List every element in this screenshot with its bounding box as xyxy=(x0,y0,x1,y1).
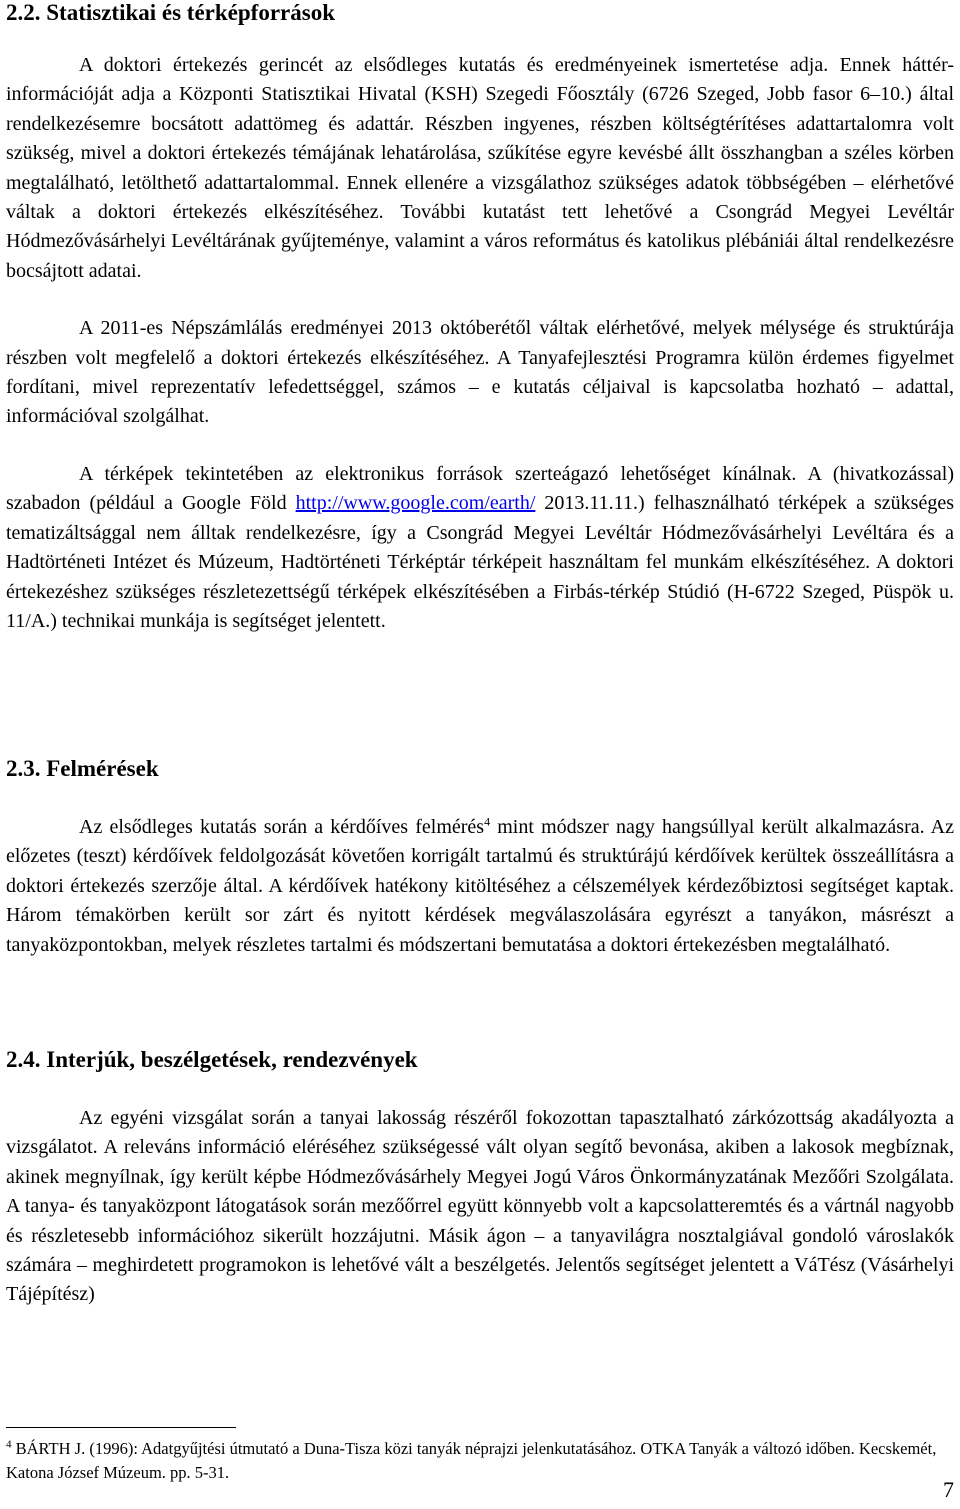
paragraph-text: A térképek tekintetében az elektronikus források szerteágazó lehetőséget kínálnak. A (hivatkozással) szabadon (például a Google Föld xyxy=(6,462,954,515)
section-heading-2-3: 2.3. Felmérések xyxy=(6,756,159,781)
google-earth-link[interactable]: http://www.google.com/earth/ xyxy=(295,492,536,515)
paragraph-text: mint módszer nagy hangsúllyal került alkalmazásra. Az előzetes (teszt) kérdőívek feldolgozását követően korrigált tartalmú és struktúrájú kérdőívek kerültek összeállításra a doktori értekezés szerzője által. A kérdőívek hatékony kitöltéséhez a célszemélyek kérdezőbiztosi segítséget kaptak. Három témakörben került sor zárt és nyitott kérdések megválaszolására egyrészt a tanyákon, másrészt a tanyaközpontokban, melyek részletes tartalmi és módszertani bemutatása a doktori értekezésben megtalálható. xyxy=(6,816,954,956)
footnote-text: BÁRTH J. (1996): Adatgyűjtési útmutató a Duna-Tisza közi tanyák néprajzi jelenkutatásához. OTKA Tanyák a változó időben. Kecskemét, Katona József Múzeum. pp. 5-31. xyxy=(6,1439,937,1482)
section-heading-2-4: 2.4. Interjúk, beszélgetések, rendezvények xyxy=(6,1047,418,1072)
paragraph: A 2011-es Népszámlálás eredményei 2013 októberétől váltak elérhetővé, melyek mélysége és struktúrája részben volt megfelelő a doktori értekezés elkészítéséhez. A Tanyafejlesztési Programra külön érdemes figyelmet fordítani, mivel reprezentatív lefedettséggel, számos – e kutatás céljaival is kapcsolatba hozható – adattal, információval szolgálhat. xyxy=(6,317,954,428)
section-2-4-body xyxy=(6,1104,954,1310)
footnote-reference[interactable]: 4 xyxy=(484,814,491,829)
section-heading-2-2: 2.2. Statisztikai és térképforrások xyxy=(6,0,335,25)
footnote-separator xyxy=(6,1427,236,1428)
page-number: 7 xyxy=(943,1477,954,1502)
footnote-number: 4 xyxy=(6,1438,12,1451)
paragraph: Az egyéni vizsgálat során a tanyai lakosság részéről fokozottan tapasztalható zárkózottság akadályozta a vizsgálatot. A releváns információ eléréséhez szükségessé vált olyan segítő bevonása, akiben a lakosok megbíznak, akinek megnyílnak, így került képbe Hódmezővásárhely Megyei Jogú Város Önkormányzatának Mezőőri Szolgálata. A tanya- és tanyaközpont látogatások során mezőőrrel együtt könnyebb volt a kapcsolatteremtés és a vártnál nagyobb és részletesebb információhoz sikerült hozzájutni. Másik ágon – a tanyavilágra nosztalgiával gondoló városlakók számára – meghirdetett programokon is lehetővé vált a beszélgetés. Jelentős segítséget jelentett a VáTész (Vásárhelyi Tájépítész) xyxy=(6,1107,954,1306)
paragraph-with-footnote xyxy=(6,813,954,960)
document-page xyxy=(6,0,954,1509)
paragraph-with-link xyxy=(6,460,954,636)
section-2-2-body xyxy=(6,51,954,636)
section-2-3-body xyxy=(6,813,954,960)
footnote xyxy=(6,1437,954,1485)
paragraph-text: 2013.11.11.) felhasználható térképek a szükséges tematizáltsággal nem álltak rendelkezésre, így a Csongrád Megyei Levéltár Hódmezővásárhelyi Levéltára és a Hadtörténeti Intézet és Múzeum, Hadtörténeti Térképtár térképeit használtam fel munkám elkészítéséhez. A doktori értekezéshez szükséges részletezettségű térképek elkészítésében a Firbás-térkép Stúdió (H-6722 Szeged, Püspök u. 11/A.) technikai munkája is segítséget jelentett. xyxy=(6,492,954,632)
paragraph-text: Az elsődleges kutatás során a kérdőíves felmérés xyxy=(79,816,485,838)
paragraph: A doktori értekezés gerincét az elsődleges kutatás és eredményeinek ismertetése adja. Ennek háttér-információját adja a Központi Statisztikai Hivatal (KSH) Szegedi Főosztály (6726 Szeged, Jobb fasor 6–10.) által rendelkezésemre bocsátott adattömeg és adattár. Részben ingyenes, részben költségtérítéses adattartalomra volt szükség, mivel a doktori értekezés témájának lehatárolása, szűkítése egyre kevésbé állt összhangban a széles körben megtalálható, letölthető adattartalommal. Ennek ellenére a vizsgálathoz szükséges adatok többségében – elérhetővé váltak a doktori értekezés elkészítéséhez. További kutatást tett lehetővé a Csongrád Megyei Levéltár Hódmezővásárhelyi Levéltárának gyűjteménye, valamint a város református és katolikus plébániái által rendelkezésre bocsájtott adatai. xyxy=(6,54,954,282)
